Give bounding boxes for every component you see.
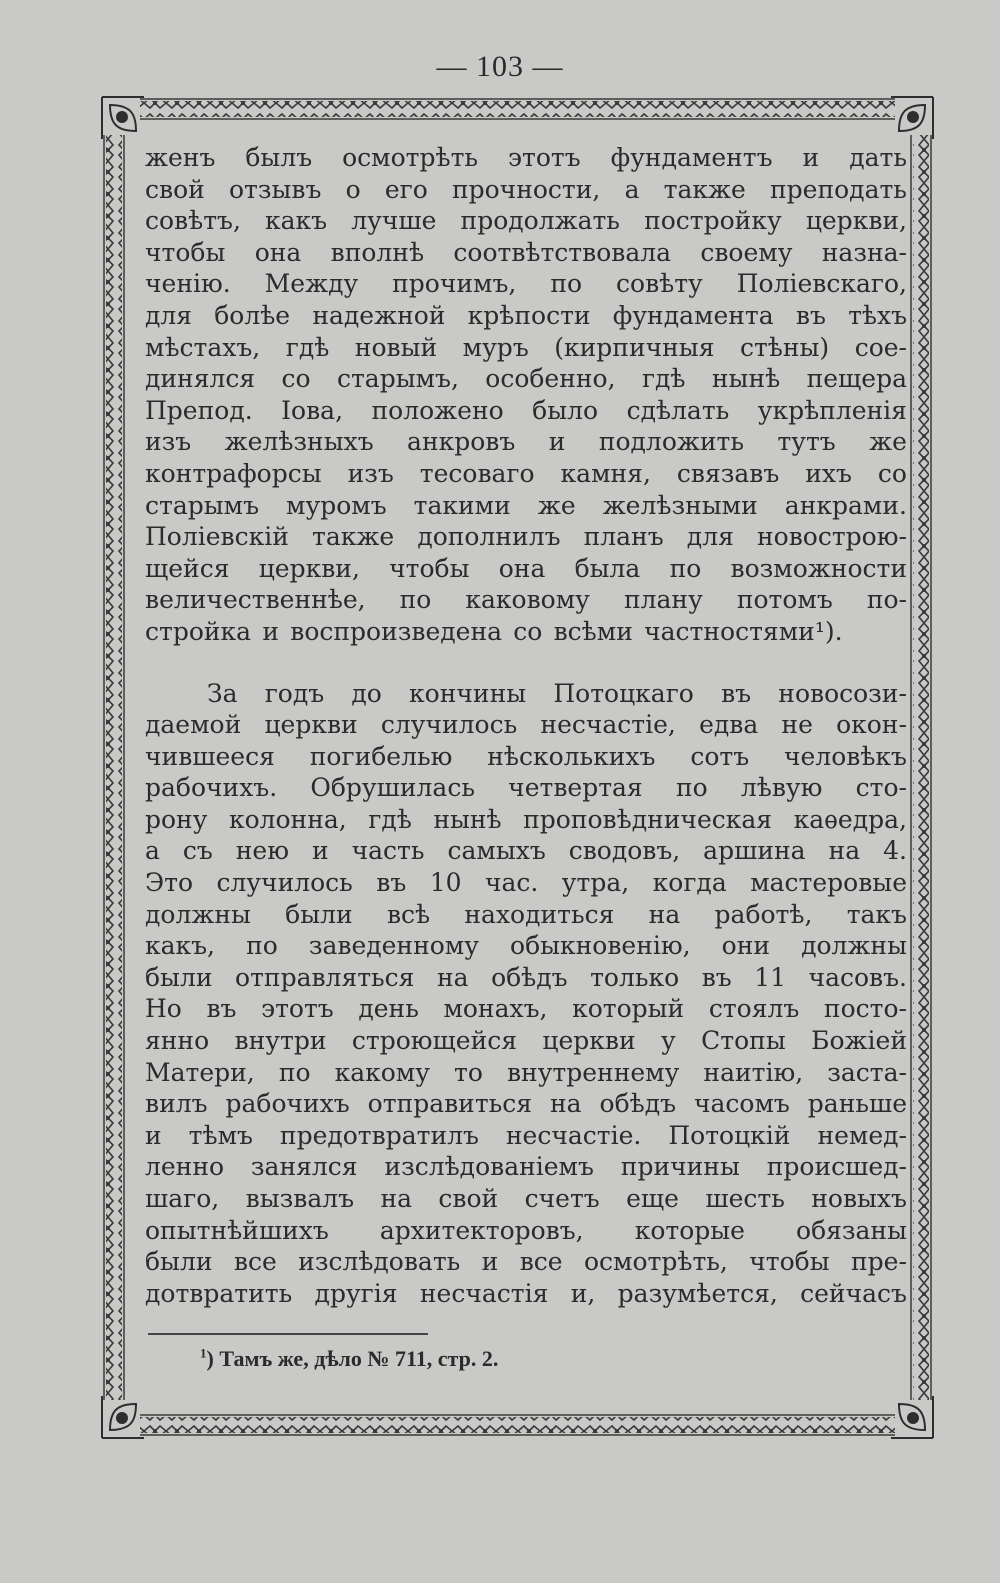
text-line: были все изслѣдовать и все осмотрѣть, чтобы пре- (145, 1247, 907, 1277)
text-line: Поліевскій также дополнилъ планъ для новострою- (145, 522, 907, 552)
paragraph (145, 142, 907, 648)
text-line: Это случилось въ 10 час. утра, когда мастеровые (145, 868, 907, 898)
text-line: какъ, по заведенному обыкновенію, они должны (145, 931, 907, 961)
text-line: опытнѣйшихъ архитекторовъ, которые обязаны (145, 1215, 907, 1245)
text-line: изъ желѣзныхъ анкровъ и подложить тутъ же (145, 427, 907, 457)
text-line: рабочихъ. Обрушилась четвертая по лѣвую сто- (145, 773, 907, 803)
text-line: чившееся погибелью нѣсколькихъ сотъ человѣкъ (145, 741, 907, 771)
text-line: женъ былъ осмотрѣть этотъ фундаментъ и дать (145, 143, 907, 172)
text-line: стройка и воспроизведена со всѣми частностями¹). (145, 616, 843, 646)
text-line: совѣтъ, какъ лучше продолжать постройку церкви, (145, 206, 907, 236)
text-line: были отправляться на обѣдъ только въ 11 часовъ. (145, 962, 907, 992)
text-line: шаго, вызвалъ на свой счетъ еще шесть новыхъ (145, 1184, 907, 1213)
text-line: и тѣмъ предотвратилъ несчастіе. Потоцкій немед- (145, 1120, 907, 1150)
footnote-divider (148, 1333, 428, 1335)
text-line: для болѣе надежной крѣпости фундамента въ тѣхъ (145, 300, 907, 330)
text-line: контрафорсы изъ тесоваго камня, связавъ ихъ со (145, 458, 907, 488)
text-line: За годъ до кончины Потоцкаго въ новосози- (207, 678, 907, 708)
text-line: щейся церкви, чтобы она была по возможности (145, 553, 907, 583)
text-line: рону колонна, гдѣ нынѣ проповѣдническая каѳедра, (145, 804, 907, 834)
text-line: дотвратить другія несчастія и, разумѣется, сейчасъ (145, 1278, 907, 1308)
text-line: величественнѣе, по каковому плану потомъ по- (145, 585, 907, 615)
text-line: мѣстахъ, гдѣ новый муръ (кирпичныя стѣны) сое- (145, 332, 907, 362)
text-line: Матери, по какому то внутреннему наитію, заста- (145, 1057, 907, 1087)
body-text (145, 142, 907, 1309)
text-line: свой отзывъ о его прочности, а также преподать (145, 174, 907, 204)
text-line: старымъ муромъ такими же желѣзными анкрами. (145, 490, 907, 520)
text-line: ченію. Между прочимъ, по совѣту Поліевскаго, (145, 269, 907, 299)
footnote: $^1$) Тамъ же, дѣло № 711, стр. 2. (200, 1345, 499, 1371)
text-line: ленно занялся изслѣдованіемъ причины происшед- (145, 1152, 907, 1182)
text-line: динялся со старымъ, особенно, гдѣ нынѣ пещера (145, 364, 907, 394)
text-line: вилъ рабочихъ отправиться на обѣдъ часомъ раньше (145, 1089, 907, 1119)
paragraph-gap (145, 648, 907, 678)
paragraph (145, 678, 907, 1310)
page-number: — 103 — (436, 50, 564, 83)
text-line: чтобы она вполнѣ соотвѣтствовала своему назна- (145, 237, 907, 267)
text-line: Но въ этотъ день монахъ, который стоялъ посто- (145, 994, 907, 1024)
text-line: а съ нею и часть самыхъ сводовъ, аршина на 4. (145, 836, 907, 866)
text-line: янно внутри строющейся церкви у Стопы Божіей (145, 1026, 907, 1056)
text-line: даемой церкви случилось несчастіе, едва не окон- (145, 710, 907, 740)
text-line: Препод. Іова, положено было сдѣлать укрѣпленія (145, 395, 907, 425)
text-line: должны были всѣ находиться на работѣ, такъ (145, 899, 907, 929)
